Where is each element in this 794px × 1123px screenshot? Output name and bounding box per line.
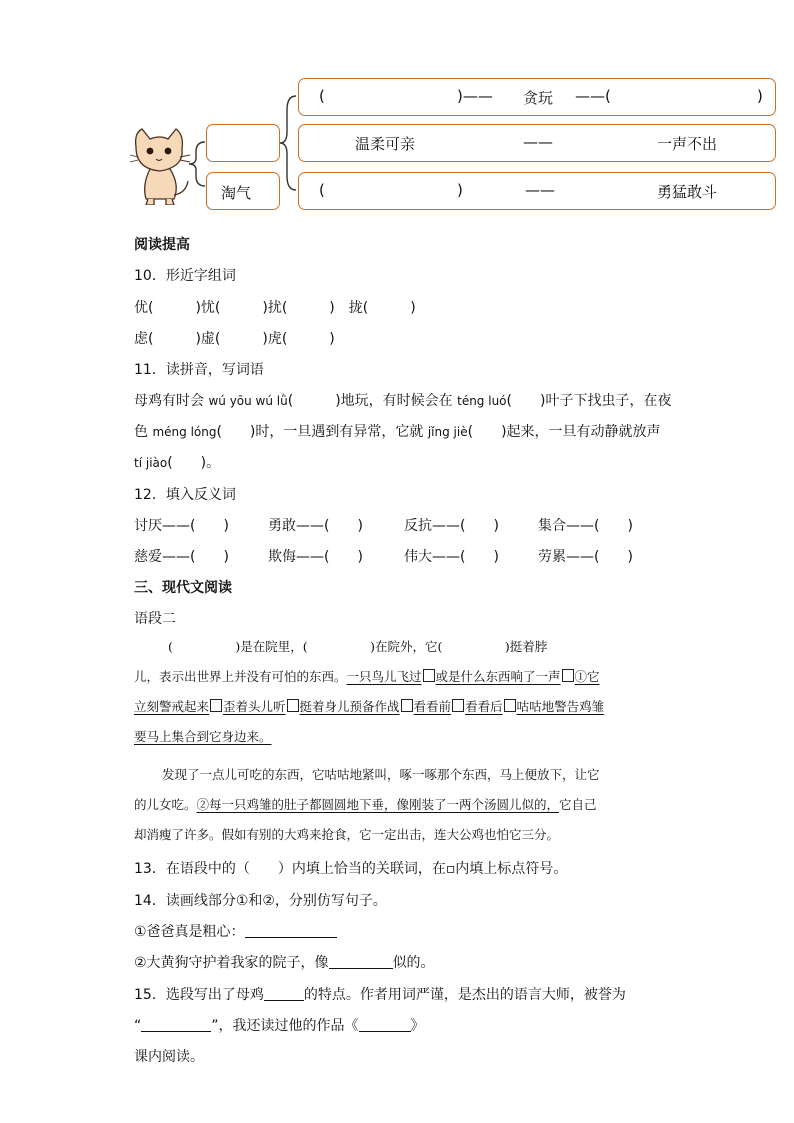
punctuation-box: [287, 699, 299, 712]
q11-title: 11．读拼音，写词语: [134, 362, 264, 378]
text: 的特点。作者用词严谨，是杰出的语言大师，被誉为: [303, 987, 626, 1003]
row3-open: (: [319, 181, 325, 199]
text: 歪着头儿听: [223, 699, 286, 714]
answer-blank[interactable]: [264, 1000, 304, 1001]
antonym-item: 集合——( ): [538, 518, 633, 534]
q12-title: 12．填入反义词: [134, 487, 236, 503]
text: ( )叶子下找虫子，在夜: [506, 393, 672, 409]
text: ( )地玩，有时候会在: [287, 393, 458, 409]
q15-line2: [134, 1015, 425, 1035]
diagram-node-top-empty: [206, 124, 280, 162]
section-reading-title: 阅读提高: [134, 237, 190, 253]
text: 色: [134, 424, 153, 440]
text: ( )时，一旦遇到有异常，它就: [216, 424, 428, 440]
antonym-item: 劳累——( ): [538, 549, 633, 565]
punctuation-box: [401, 699, 413, 712]
row1-end: ): [757, 87, 763, 105]
text: 15．选段写出了母鸡: [134, 987, 264, 1003]
q14-a: [134, 921, 337, 941]
row1-dash: ——(: [575, 87, 611, 105]
punctuation-box: [423, 669, 435, 682]
pinyin: wú yōu wú lǜ: [208, 394, 288, 408]
row1-open: (: [319, 87, 325, 105]
text: ①爸爸真是粗心：: [134, 924, 245, 940]
text: 咕咕地警告鸡雏: [516, 699, 605, 714]
text: 看看后: [465, 699, 503, 714]
text: “: [134, 1018, 142, 1034]
footer-text: 课内阅读。: [134, 1049, 204, 1065]
q11-line2: [134, 421, 661, 441]
antonym-item: 慈爱——( ): [134, 549, 229, 565]
pinyin: tí jiào: [134, 456, 168, 470]
passage-line: [134, 790, 664, 820]
row1-close: )——: [457, 87, 493, 105]
row2-dash: ——: [523, 133, 553, 151]
q14-title: 14．读画线部分①和②，分别仿写句子。: [134, 893, 387, 909]
row3-close: ): [457, 181, 463, 199]
q14-b: [134, 952, 435, 972]
diagram-row-3: [298, 172, 776, 210]
row2-right: 一声不出: [657, 135, 718, 153]
text: 一只鸟儿飞过: [346, 669, 422, 684]
passage-line: [134, 722, 664, 752]
pinyin: jǐng jiè: [427, 425, 468, 439]
passage-line-underlined: [134, 692, 664, 722]
antonym-item: 讨厌——( ): [134, 518, 229, 534]
text: 挺着身儿预备作战: [299, 699, 400, 714]
passage-title: 语段二: [134, 611, 176, 627]
section3-title: 三、现代文阅读: [134, 580, 232, 596]
antonym-item: 欺侮——( ): [268, 549, 363, 565]
diagram-node-bottom: [206, 172, 280, 210]
row2-left: 温柔可亲: [355, 135, 416, 153]
text: ②大黄狗守护着我家的院子，像: [134, 955, 329, 971]
pinyin: téng luó: [457, 394, 507, 408]
underlined-text: [347, 669, 600, 684]
underlined-text: ②每一只鸡雏的肚子都圆圆地下垂，像刚装了一两个汤圆儿似的，: [196, 797, 560, 812]
q15-line1: [134, 984, 626, 1004]
q11-line1: [134, 390, 671, 410]
diagram-row-2: [298, 124, 776, 162]
passage-line: 却消瘦了许多。假如有别的大鸡来抢食，它一定出击，连大公鸡也怕它三分。: [134, 827, 560, 842]
answer-blank[interactable]: [141, 1031, 211, 1032]
antonym-item: 伟大——( ): [404, 549, 499, 565]
text: 它自己: [559, 797, 597, 812]
text: ( )。: [167, 455, 221, 471]
underlined-text: 要马上集合到它身边来。: [134, 729, 272, 744]
text: 母鸡有时会: [134, 393, 209, 409]
passage-line: ( )是在院里，( )在院外，它( )挺着脖: [168, 639, 548, 654]
q11-line3: [134, 452, 220, 472]
passage-line: 发现了一点儿可吃的东西，它咕咕地紧叫，啄一啄那个东西，马上便放下，让它: [162, 767, 600, 782]
text: 看看前: [413, 699, 452, 714]
cat-illustration: [128, 125, 192, 205]
diagram-row-1: [298, 78, 776, 116]
row3-right: 勇猛敢斗: [657, 183, 718, 201]
punctuation-box: [452, 699, 464, 712]
text: 》: [410, 1018, 425, 1034]
answer-blank[interactable]: [329, 968, 393, 969]
answer-blank[interactable]: [359, 1031, 411, 1032]
q10-title: 10．形近字组词: [134, 268, 236, 284]
row1-center: 贪玩: [523, 89, 554, 107]
passage-line: [134, 662, 664, 692]
punctuation-box: [562, 669, 574, 682]
text: 似的。: [392, 955, 435, 971]
q10-line1: 优( )忧( )扰( ) 拢( ): [134, 300, 416, 316]
text: 的儿女吃。: [134, 797, 197, 812]
antonym-item: 反抗——( ): [404, 518, 499, 534]
text: 或是什么东西响了一声: [435, 669, 561, 684]
passage: [134, 632, 664, 850]
text: ( )起来，一旦有动静就放声: [467, 424, 661, 440]
punctuation-box: [504, 699, 516, 712]
q10-line2: 虑( )虚( )虎( ): [134, 331, 335, 347]
text: ①它: [574, 669, 600, 684]
text: 立刻警戒起来: [134, 699, 210, 714]
antonym-item: 勇敢——( ): [268, 518, 363, 534]
pinyin: méng lóng: [152, 425, 217, 439]
punctuation-box: [210, 699, 222, 712]
text: ”，我还读过他的作品《: [211, 1018, 359, 1034]
text: 儿，表示出世界上并没有可怕的东西。: [134, 669, 347, 684]
q13: 13．在语段中的（ ）内填上恰当的关联词，在▫内填上标点符号。: [134, 861, 568, 877]
diagram-node-bottom-label: 淘气: [221, 184, 252, 202]
row3-dash: ——: [525, 181, 555, 199]
answer-blank[interactable]: [245, 937, 337, 938]
